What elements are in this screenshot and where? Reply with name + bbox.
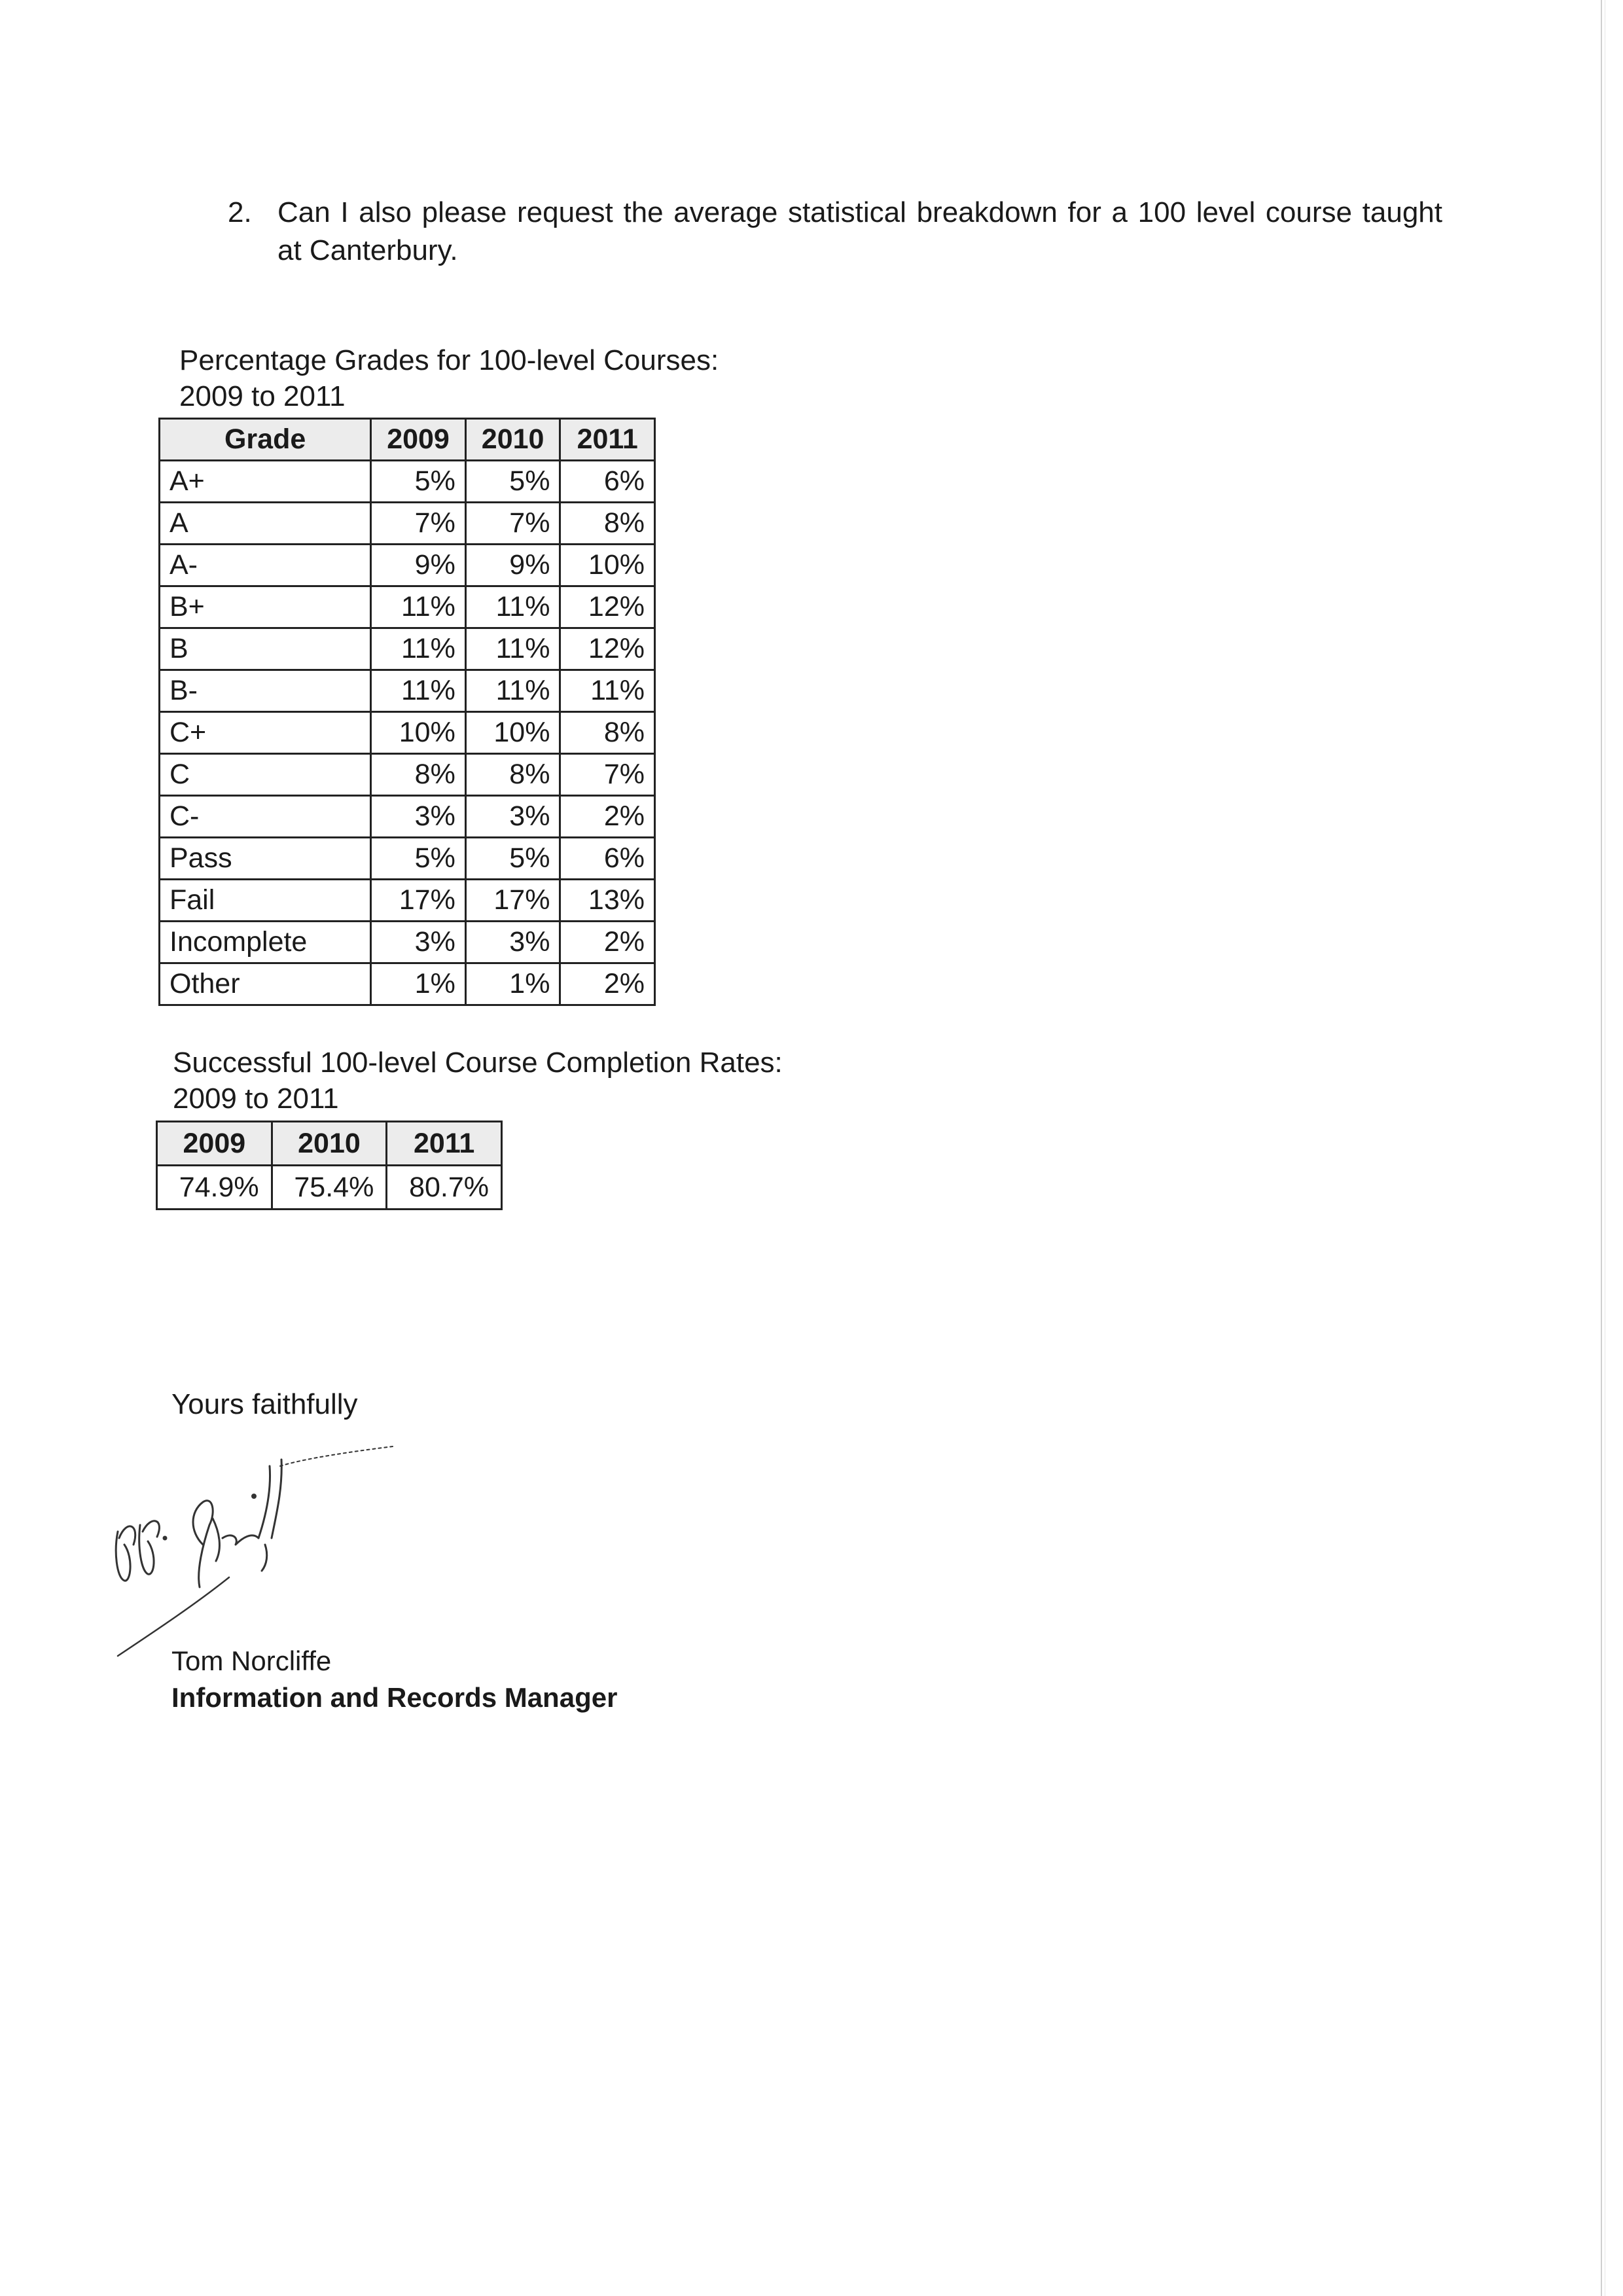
percent-cell-2009: 17% [371,880,466,922]
percent-cell-2011: 13% [560,880,655,922]
table-row [160,963,655,1005]
percent-cell-2009: 5% [371,461,466,503]
completion-caption-range: 2009 to 2011 [173,1083,339,1115]
column-header-2011: 2011 [560,419,655,461]
table-row [160,712,655,754]
request-number: 2. [228,196,252,228]
percent-cell-2010: 11% [465,628,560,670]
grade-cell: A+ [160,461,371,503]
percent-cell-2009: 1% [371,963,466,1005]
percent-cell-2011: 6% [560,838,655,880]
percent-cell-2010: 7% [465,503,560,545]
grade-cell: Other [160,963,371,1005]
percent-cell-2011: 2% [560,963,655,1005]
request-text: Can I also please request the average statistical breakdown for a 100 level course taught at Canterbury. [277,196,1442,266]
column-header-2009: 2009 [157,1122,272,1166]
percent-cell-2011: 2% [560,796,655,838]
completion-caption-title: Successful 100-level Course Completion Rates: [173,1047,783,1079]
grade-cell: A [160,503,371,545]
closing-salutation: Yours faithfully [171,1388,358,1420]
table-row [160,796,655,838]
column-header-2010: 2010 [272,1122,387,1166]
percent-cell-2010: 3% [465,922,560,963]
grades-caption [179,342,719,414]
percent-cell-2009: 11% [371,586,466,628]
percent-cell-2011: 2% [560,922,655,963]
handwritten-signature [105,1440,458,1662]
percent-cell-2009: 11% [371,628,466,670]
completion-table [156,1121,503,1210]
table-row [160,838,655,880]
grade-cell: B+ [160,586,371,628]
percent-cell-2010: 11% [465,586,560,628]
grades-header-row [160,419,655,461]
percent-cell-2011: 11% [560,670,655,712]
table-row [160,461,655,503]
percent-cell-2009: 8% [371,754,466,796]
grade-cell: Pass [160,838,371,880]
grades-table [158,418,656,1006]
percent-cell-2010: 1% [465,963,560,1005]
percent-cell-2011: 6% [560,461,655,503]
signatory-title: Information and Records Manager [171,1682,618,1713]
percent-cell-2010: 11% [465,670,560,712]
completion-rate-2011: 80.7% [387,1166,502,1210]
percent-cell-2009: 5% [371,838,466,880]
percent-cell-2010: 5% [465,461,560,503]
grade-cell: C- [160,796,371,838]
percent-cell-2011: 7% [560,754,655,796]
completion-rate-2009: 74.9% [157,1166,272,1210]
signatory-name: Tom Norcliffe [171,1645,332,1676]
percent-cell-2011: 8% [560,503,655,545]
grade-cell: C [160,754,371,796]
percent-cell-2011: 8% [560,712,655,754]
completion-rate-2010: 75.4% [272,1166,387,1210]
completion-header-row [157,1122,502,1166]
percent-cell-2010: 8% [465,754,560,796]
percent-cell-2010: 5% [465,838,560,880]
percent-cell-2010: 10% [465,712,560,754]
completion-caption [173,1045,783,1117]
grade-cell: B [160,628,371,670]
percent-cell-2011: 10% [560,545,655,586]
percent-cell-2009: 11% [371,670,466,712]
column-header-2009: 2009 [371,419,466,461]
table-row [160,922,655,963]
table-row [160,754,655,796]
table-row [160,503,655,545]
percent-cell-2009: 3% [371,796,466,838]
percent-cell-2010: 17% [465,880,560,922]
grades-caption-range: 2009 to 2011 [179,380,346,412]
percent-cell-2010: 3% [465,796,560,838]
percent-cell-2011: 12% [560,586,655,628]
percent-cell-2009: 10% [371,712,466,754]
grade-cell: A- [160,545,371,586]
percent-cell-2009: 9% [371,545,466,586]
table-row [160,880,655,922]
grade-cell: C+ [160,712,371,754]
percent-cell-2011: 12% [560,628,655,670]
grades-caption-title: Percentage Grades for 100-level Courses: [179,344,719,376]
grade-cell: Incomplete [160,922,371,963]
percent-cell-2009: 3% [371,922,466,963]
column-header-2011: 2011 [387,1122,502,1166]
scan-edge-line [1601,0,1602,2296]
table-row [160,628,655,670]
table-row [160,670,655,712]
percent-cell-2009: 7% [371,503,466,545]
table-row [160,586,655,628]
table-row [160,545,655,586]
column-header-grade: Grade [160,419,371,461]
column-header-2010: 2010 [465,419,560,461]
grade-cell: Fail [160,880,371,922]
grade-cell: B- [160,670,371,712]
table-row [157,1166,502,1210]
percent-cell-2010: 9% [465,545,560,586]
